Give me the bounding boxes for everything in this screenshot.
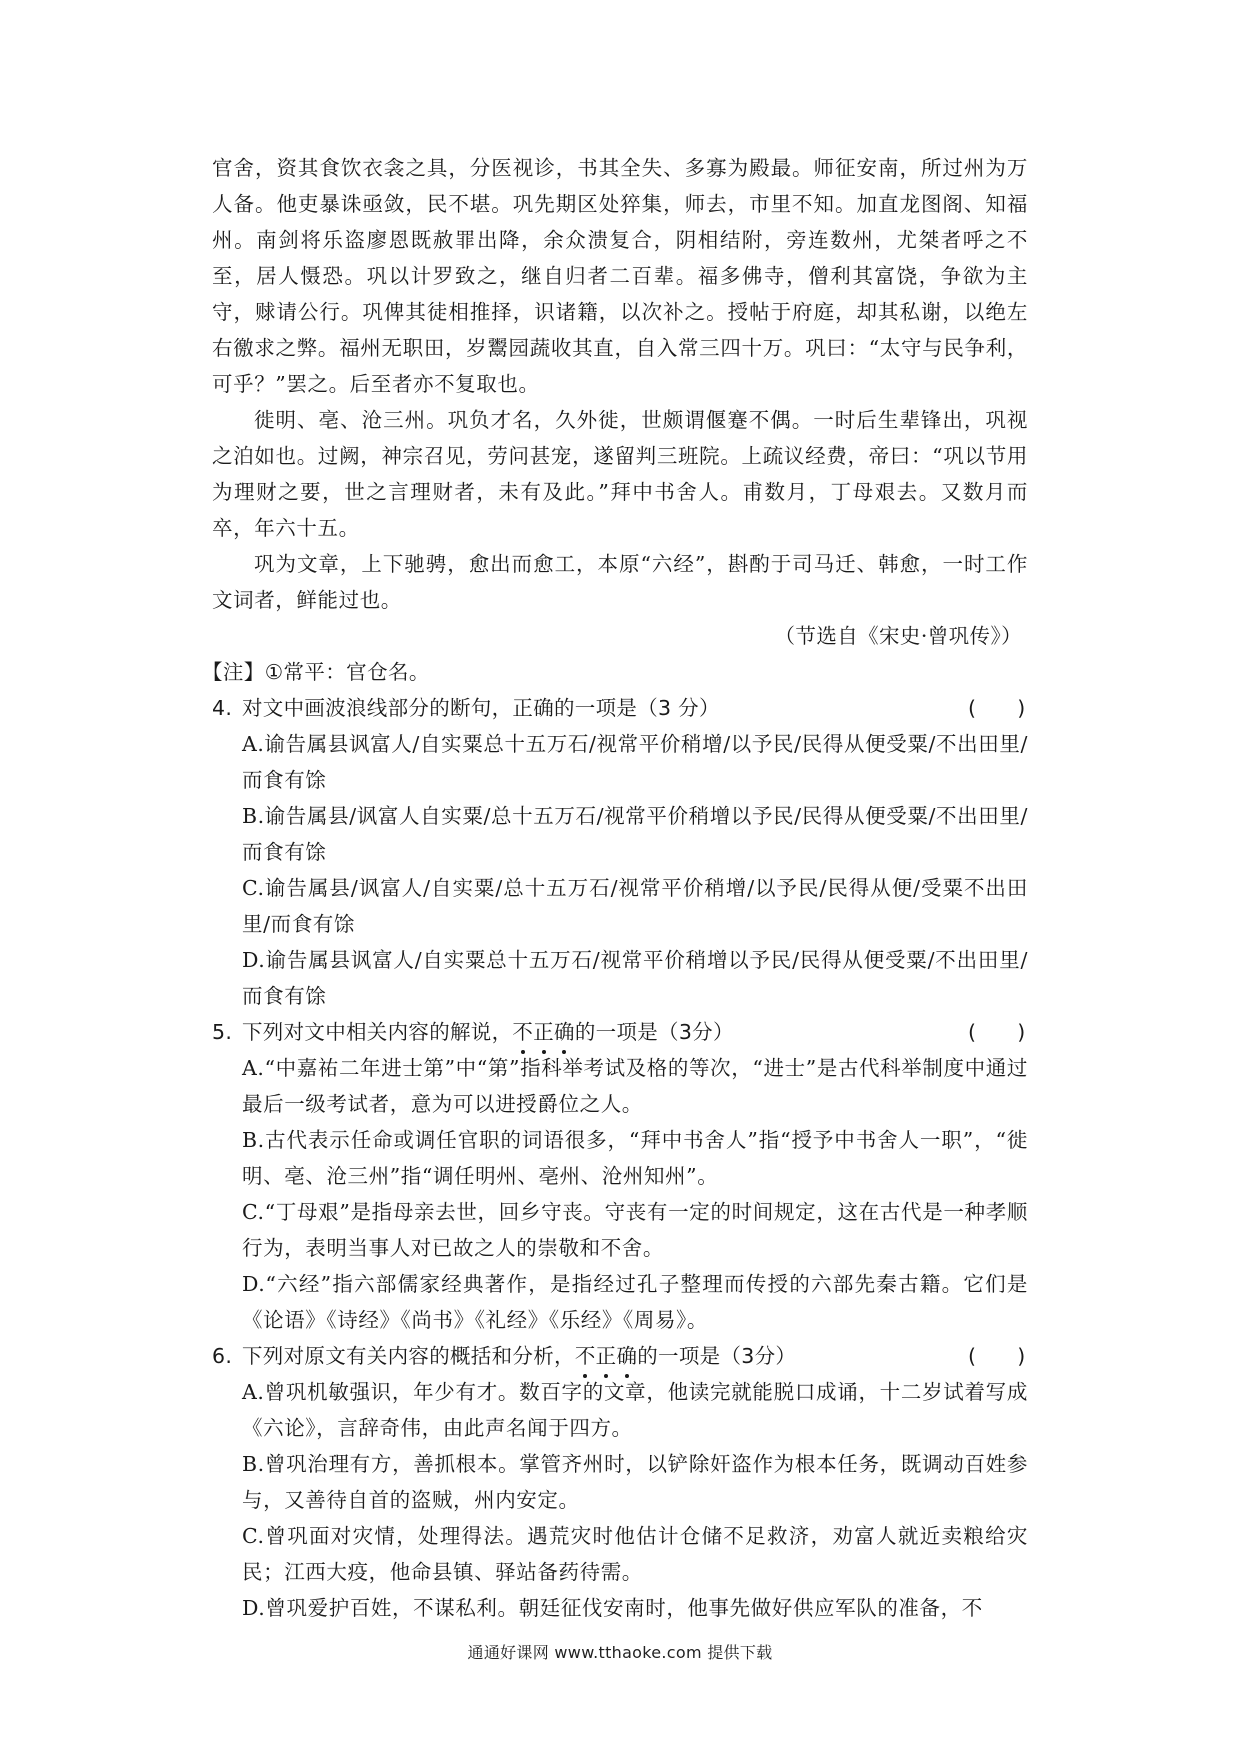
question-6-option-c[interactable]: C.曾巩面对灾情，处理得法。遇荒灾时他估计仓储不足救济，劝富人就近卖粮给灾民；江西大疫，他命县镇、驿站备药待需。 (242, 1524, 1028, 1584)
question-4-stem-text (212, 690, 720, 726)
question-5-emphasis (512, 1020, 574, 1044)
question-6-option-b[interactable]: B.曾巩治理有方，善抓根本。掌管齐州时，以铲除奸盗作为根本任务，既调动百姓参与，又善待自首的盗贼，州内安定。 (242, 1452, 1028, 1512)
question-5-stem-after: 的一项是（3分） (574, 1020, 734, 1044)
question-5-option-a[interactable]: A.“中嘉祐二年进士第”中“第”指科举考试及格的等次，“进士”是古代科举制度中通过最后一级考试者，意为可以进授爵位之人。 (242, 1056, 1028, 1116)
question-5-stem-before: 下列对文中相关内容的解说， (242, 1020, 513, 1044)
passage-note: 【注】①常平：官仓名。 (202, 660, 430, 684)
question-5-option-c[interactable]: C.“丁母艰”是指母亲去世，回乡守丧。守丧有一定的时间规定，这在古代是一种孝顺行为，表明当事人对已故之人的崇敬和不舍。 (242, 1200, 1028, 1260)
question-4 (212, 690, 1028, 1014)
question-6-option-a[interactable]: A.曾巩机敏强识，年少有才。数百字的文章，他读完就能脱口成诵，十二岁试着写成《六论》，言辞奇伟，由此声名闻于四方。 (242, 1380, 1028, 1440)
question-5-option-b[interactable]: B.古代表示任命或调任官职的词语很多，“拜中书舍人”指“授予中书舍人一职”，“徙明、亳、沧三州”指“调任明州、亳州、沧州知州”。 (242, 1128, 1028, 1188)
question-4-option-a[interactable]: A.谕告属县讽富人/自实粟总十五万石/视常平价稍增/以予民/民得从便受粟/不出田里/而食有馀 (242, 732, 1028, 792)
question-5-number: 5. (212, 1020, 233, 1044)
question-5-emphasis-char-1: 不 (512, 1014, 533, 1050)
question-6-stem-before: 下列对原文有关内容的概括和分析， (242, 1344, 575, 1368)
question-5-stem-text (212, 1014, 734, 1050)
question-6-option-d[interactable]: D.曾巩爱护百姓，不谋私利。朝廷征伐安南时，他事先做好供应军队的准备，不 (242, 1596, 983, 1620)
question-6-emphasis (575, 1344, 637, 1368)
passage-paragraph-1: 官舍，资其食饮衣衾之具，分医视诊，书其全失、多寡为殿最。师征安南，所过州为万人备。他吏暴诛亟敛，民不堪。巩先期区处猝集，师去，市里不知。加直龙图阁、知福州。南剑将乐盗廖恩既赦罪出降，余众溃复合，阴相结附，旁连数州，尤桀者呼之不至，居人慑恐。巩以计罗致之，继自归者二百辈。福多佛寺，僧利其富饶，争欲为主守，赇请公行。巩俾其徒相推择，识诸籍，以次补之。授帖于府庭，却其私谢，以绝左右徼求之弊。福州无职田，岁鬻园蔬收其直，自入常三四十万。巩曰：“太守与民争利，可乎？”罢之。后至者亦不复取也。 (212, 156, 1028, 396)
question-5-option-d[interactable]: D.“六经”指六部儒家经典著作，是指经过孔子整理而传授的六部先秦古籍。它们是《论语》《诗经》《尚书》《礼经》《乐经》《周易》。 (242, 1272, 1028, 1332)
question-6-number: 6. (212, 1344, 233, 1368)
question-6-stem-text (212, 1338, 796, 1374)
question-5-answer-bracket[interactable]: ( ) (968, 1020, 1026, 1044)
question-5-stem (212, 1014, 1028, 1050)
question-6-stem (212, 1338, 1028, 1374)
question-4-stem-before: 对文中画波浪线部分的断句，正确的一项是（3 分） (242, 696, 720, 720)
passage-source: （节选自《宋史·曾巩传》） (774, 624, 1022, 648)
question-6 (212, 1338, 1028, 1626)
question-5-emphasis-char-3: 确 (554, 1014, 575, 1050)
passage-paragraph-2: 徙明、亳、沧三州。巩负才名，久外徙，世颇谓偃蹇不偶。一时后生辈锋出，巩视之泊如也。过阙，神宗召见，劳问甚宠，遂留判三班院。上疏议经费，帝曰：“巩以节用为理财之要，世之言理财者，未有及此。”拜中书舍人。甫数月，丁母艰去。又数月而卒，年六十五。 (212, 408, 1028, 540)
question-6-emphasis-char-1: 不 (575, 1338, 596, 1374)
document-content (202, 150, 1028, 1626)
question-5-emphasis-char-2: 正 (533, 1014, 554, 1050)
question-4-option-c[interactable]: C.谕告属县/讽富人/自实粟/总十五万石/视常平价稍增/以予民/民得从便/受粟不出田里/而食有馀 (242, 876, 1028, 936)
question-4-option-b[interactable]: B.谕告属县/讽富人自实粟/总十五万石/视常平价稍增以予民/民得从便受粟/不出田里/而食有馀 (242, 804, 1028, 864)
question-5 (212, 1014, 1028, 1338)
question-6-answer-bracket[interactable]: ( ) (968, 1344, 1026, 1368)
question-4-option-d[interactable]: D.谕告属县讽富人/自实粟总十五万石/视常平价稍增以予民/民得从便受粟/不出田里/而食有馀 (242, 948, 1028, 1008)
passage-paragraph-3: 巩为文章，上下驰骋，愈出而愈工，本原“六经”，斟酌于司马迁、韩愈，一时工作文词者，鲜能过也。 (212, 552, 1028, 612)
page-footer: 通通好课网 www.tthaoke.com 提供下载 (467, 1643, 773, 1662)
question-4-answer-bracket[interactable]: ( ) (968, 696, 1026, 720)
question-6-stem-after: 的一项是（3分） (637, 1344, 797, 1368)
question-6-emphasis-char-3: 确 (616, 1338, 637, 1374)
question-4-number: 4. (212, 696, 233, 720)
question-6-emphasis-char-2: 正 (596, 1338, 617, 1374)
question-4-stem (212, 690, 1028, 726)
